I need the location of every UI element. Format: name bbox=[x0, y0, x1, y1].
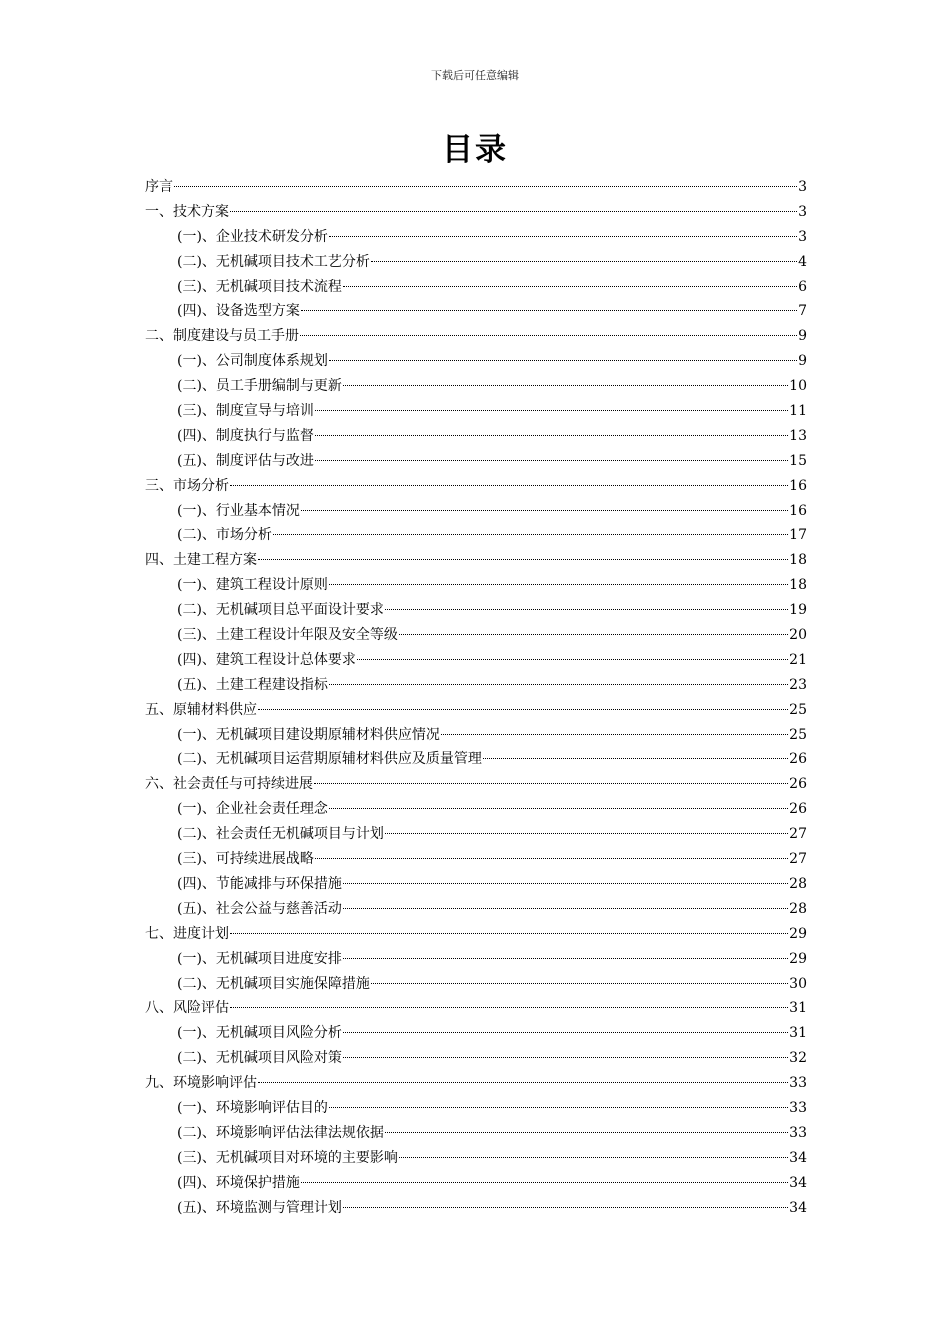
toc-entry-label: (四)、设备选型方案 bbox=[177, 303, 300, 320]
toc-entry-label: 一、技术方案 bbox=[145, 203, 229, 220]
toc-entry[interactable] bbox=[145, 1096, 807, 1121]
toc-entry-label: (一)、公司制度体系规划 bbox=[177, 353, 328, 370]
toc-entry-page: 18 bbox=[789, 577, 807, 594]
toc-entry-page: 9 bbox=[798, 353, 807, 370]
toc-entry-label: (一)、无机碱项目风险分析 bbox=[177, 1025, 342, 1042]
toc-entry-label: (二)、市场分析 bbox=[177, 527, 272, 544]
toc-entry[interactable] bbox=[145, 275, 807, 300]
toc-entry-label: 六、社会责任与可持续进展 bbox=[145, 776, 313, 793]
toc-entry[interactable] bbox=[145, 822, 807, 847]
toc-entry[interactable] bbox=[145, 723, 807, 748]
toc-entry-page: 29 bbox=[789, 950, 807, 967]
toc-entry-label: (四)、节能减排与环保措施 bbox=[177, 875, 342, 892]
toc-entry-label: (一)、建筑工程设计原则 bbox=[177, 577, 328, 594]
toc-entry[interactable] bbox=[145, 424, 807, 449]
toc-leader-dots bbox=[258, 709, 788, 710]
toc-entry-page: 26 bbox=[789, 801, 807, 818]
toc-entry-page: 3 bbox=[798, 228, 807, 245]
toc-entry-label: (四)、环境保护措施 bbox=[177, 1174, 300, 1191]
toc-entry-page: 33 bbox=[789, 1099, 807, 1116]
toc-entry-page: 9 bbox=[798, 328, 807, 345]
toc-entry[interactable] bbox=[145, 324, 807, 349]
toc-entry-label: 序言 bbox=[145, 179, 173, 195]
toc-leader-dots bbox=[230, 1007, 788, 1008]
toc-leader-dots bbox=[301, 510, 788, 511]
toc-entry-label: 九、环境影响评估 bbox=[145, 1075, 257, 1092]
toc-entry-page: 7 bbox=[798, 303, 807, 320]
toc-entry-label: (一)、无机碱项目进度安排 bbox=[177, 950, 342, 967]
toc-entry[interactable] bbox=[145, 1046, 807, 1071]
toc-entry-page: 17 bbox=[789, 527, 807, 544]
toc-entry-label: (四)、建筑工程设计总体要求 bbox=[177, 651, 356, 668]
toc-entry[interactable] bbox=[145, 747, 807, 772]
toc-entry[interactable] bbox=[145, 474, 807, 499]
toc-leader-dots bbox=[343, 1032, 788, 1033]
toc-entry-label: 四、土建工程方案 bbox=[145, 552, 257, 569]
toc-entry-page: 16 bbox=[789, 502, 807, 519]
toc-leader-dots bbox=[343, 286, 797, 287]
toc-entry-page: 34 bbox=[789, 1149, 807, 1166]
toc-entry[interactable] bbox=[145, 1146, 807, 1171]
toc-entry[interactable] bbox=[145, 598, 807, 623]
toc-entry[interactable] bbox=[145, 897, 807, 922]
toc-entry[interactable] bbox=[145, 797, 807, 822]
toc-entry[interactable] bbox=[145, 1071, 807, 1096]
toc-entry-page: 21 bbox=[789, 651, 807, 668]
toc-entry-page: 11 bbox=[789, 403, 807, 420]
toc-entry-page: 34 bbox=[789, 1174, 807, 1191]
toc-entry[interactable] bbox=[145, 673, 807, 698]
table-of-contents bbox=[145, 175, 807, 1220]
toc-entry-page: 13 bbox=[789, 427, 807, 444]
toc-entry-page: 30 bbox=[789, 975, 807, 992]
toc-leader-dots bbox=[300, 335, 797, 336]
toc-entry-page: 34 bbox=[789, 1199, 807, 1216]
toc-entry[interactable] bbox=[145, 1196, 807, 1221]
toc-leader-dots bbox=[329, 808, 788, 809]
toc-entry[interactable] bbox=[145, 374, 807, 399]
toc-entry[interactable] bbox=[145, 996, 807, 1021]
toc-entry[interactable] bbox=[145, 1171, 807, 1196]
toc-entry-label: (三)、无机碱项目技术流程 bbox=[177, 278, 342, 295]
toc-entry-label: (一)、无机碱项目建设期原辅材料供应情况 bbox=[177, 726, 440, 743]
toc-leader-dots bbox=[385, 1132, 788, 1133]
toc-entry-page: 28 bbox=[789, 900, 807, 917]
toc-leader-dots bbox=[343, 908, 788, 909]
toc-entry-page: 31 bbox=[789, 1000, 807, 1017]
toc-leader-dots bbox=[258, 1082, 788, 1083]
toc-entry[interactable] bbox=[145, 947, 807, 972]
toc-entry-label: 七、进度计划 bbox=[145, 925, 229, 942]
toc-title: 目录 bbox=[442, 132, 508, 168]
toc-leader-dots bbox=[385, 833, 788, 834]
toc-entry-label: (二)、员工手册编制与更新 bbox=[177, 378, 342, 395]
toc-entry-label: 五、原辅材料供应 bbox=[145, 701, 257, 718]
toc-entry-label: (一)、企业技术研发分析 bbox=[177, 228, 328, 245]
toc-entry-label: (二)、无机碱项目实施保障措施 bbox=[177, 975, 370, 992]
toc-leader-dots bbox=[314, 783, 788, 784]
toc-entry-label: 三、市场分析 bbox=[145, 477, 229, 494]
toc-entry[interactable] bbox=[145, 648, 807, 673]
toc-leader-dots bbox=[329, 584, 788, 585]
toc-entry-page: 15 bbox=[789, 452, 807, 469]
toc-leader-dots bbox=[343, 385, 788, 386]
toc-entry-label: (三)、制度宣导与培训 bbox=[177, 403, 314, 420]
toc-entry[interactable] bbox=[145, 623, 807, 648]
toc-leader-dots bbox=[329, 1107, 788, 1108]
toc-leader-dots bbox=[343, 1207, 788, 1208]
toc-entry[interactable] bbox=[145, 523, 807, 548]
toc-entry-page: 19 bbox=[789, 602, 807, 619]
toc-entry[interactable] bbox=[145, 872, 807, 897]
toc-entry-page: 3 bbox=[798, 179, 807, 195]
toc-entry[interactable] bbox=[145, 399, 807, 424]
toc-entry-label: (二)、无机碱项目总平面设计要求 bbox=[177, 602, 384, 619]
toc-entry-page: 23 bbox=[789, 676, 807, 693]
toc-entry-page: 10 bbox=[789, 378, 807, 395]
toc-leader-dots bbox=[343, 883, 788, 884]
toc-entry-label: (二)、无机碱项目风险对策 bbox=[177, 1050, 342, 1067]
toc-leader-dots bbox=[230, 211, 797, 212]
toc-leader-dots bbox=[315, 435, 788, 436]
toc-entry-page: 20 bbox=[789, 627, 807, 644]
toc-entry-page: 16 bbox=[789, 477, 807, 494]
toc-leader-dots bbox=[258, 559, 788, 560]
toc-entry[interactable] bbox=[145, 299, 807, 324]
toc-leader-dots bbox=[315, 858, 788, 859]
toc-leader-dots bbox=[273, 534, 788, 535]
toc-entry-label: (二)、无机碱项目技术工艺分析 bbox=[177, 253, 370, 270]
toc-leader-dots bbox=[230, 485, 788, 486]
toc-leader-dots bbox=[329, 360, 797, 361]
toc-entry-page: 6 bbox=[798, 278, 807, 295]
toc-leader-dots bbox=[329, 684, 788, 685]
toc-leader-dots bbox=[371, 983, 788, 984]
toc-entry[interactable] bbox=[145, 573, 807, 598]
toc-leader-dots bbox=[371, 261, 797, 262]
toc-leader-dots bbox=[399, 634, 788, 635]
toc-entry-label: (三)、土建工程设计年限及安全等级 bbox=[177, 627, 398, 644]
toc-entry-label: 二、制度建设与员工手册 bbox=[145, 328, 299, 345]
toc-entry-label: (三)、无机碱项目对环境的主要影响 bbox=[177, 1149, 398, 1166]
toc-entry-page: 29 bbox=[789, 925, 807, 942]
toc-entry-label: (一)、行业基本情况 bbox=[177, 502, 300, 519]
toc-entry[interactable] bbox=[145, 922, 807, 947]
toc-entry-label: (三)、可持续进展战略 bbox=[177, 851, 314, 868]
toc-entry-page: 4 bbox=[798, 253, 807, 270]
toc-entry[interactable] bbox=[145, 1021, 807, 1046]
toc-entry-label: (一)、企业社会责任理念 bbox=[177, 801, 328, 818]
toc-entry[interactable] bbox=[145, 349, 807, 374]
toc-leader-dots bbox=[343, 958, 788, 959]
toc-entry-page: 27 bbox=[789, 851, 807, 868]
toc-entry[interactable] bbox=[145, 1121, 807, 1146]
toc-entry[interactable] bbox=[145, 847, 807, 872]
toc-leader-dots bbox=[357, 659, 788, 660]
toc-entry-page: 28 bbox=[789, 875, 807, 892]
toc-leader-dots bbox=[329, 236, 797, 237]
toc-entry-page: 3 bbox=[798, 203, 807, 220]
toc-entry-page: 18 bbox=[789, 552, 807, 569]
toc-entry[interactable] bbox=[145, 250, 807, 275]
toc-entry-label: (一)、环境影响评估目的 bbox=[177, 1099, 328, 1116]
toc-entry-label: (五)、环境监测与管理计划 bbox=[177, 1199, 342, 1216]
toc-entry-page: 25 bbox=[789, 701, 807, 718]
header-note: 下载后可任意编辑 bbox=[431, 69, 519, 82]
toc-leader-dots bbox=[399, 1157, 788, 1158]
toc-entry-label: 八、风险评估 bbox=[145, 1000, 229, 1017]
toc-leader-dots bbox=[483, 758, 788, 759]
toc-entry-label: (二)、环境影响评估法律法规依据 bbox=[177, 1124, 384, 1141]
toc-entry-label: (二)、无机碱项目运营期原辅材料供应及质量管理 bbox=[177, 751, 482, 768]
toc-entry-page: 27 bbox=[789, 826, 807, 843]
toc-entry[interactable] bbox=[145, 499, 807, 524]
toc-entry-label: (四)、制度执行与监督 bbox=[177, 427, 314, 444]
toc-leader-dots bbox=[174, 186, 797, 187]
toc-entry[interactable] bbox=[145, 225, 807, 250]
toc-leader-dots bbox=[301, 310, 797, 311]
toc-entry[interactable] bbox=[145, 175, 807, 200]
toc-entry-label: (二)、社会责任无机碱项目与计划 bbox=[177, 826, 384, 843]
toc-entry-page: 31 bbox=[789, 1025, 807, 1042]
toc-leader-dots bbox=[301, 1182, 788, 1183]
toc-leader-dots bbox=[315, 410, 788, 411]
toc-leader-dots bbox=[315, 460, 788, 461]
toc-entry-page: 25 bbox=[789, 726, 807, 743]
toc-leader-dots bbox=[441, 734, 788, 735]
toc-entry-label: (五)、社会公益与慈善活动 bbox=[177, 900, 342, 917]
toc-entry-label: (五)、制度评估与改进 bbox=[177, 452, 314, 469]
toc-entry[interactable] bbox=[145, 548, 807, 573]
toc-entry[interactable] bbox=[145, 449, 807, 474]
toc-entry[interactable] bbox=[145, 772, 807, 797]
toc-leader-dots bbox=[230, 933, 788, 934]
toc-entry[interactable] bbox=[145, 200, 807, 225]
toc-entry[interactable] bbox=[145, 972, 807, 997]
toc-leader-dots bbox=[385, 609, 788, 610]
toc-entry-page: 32 bbox=[789, 1050, 807, 1067]
toc-entry-page: 33 bbox=[789, 1075, 807, 1092]
toc-leader-dots bbox=[343, 1057, 788, 1058]
toc-entry-page: 26 bbox=[789, 751, 807, 768]
toc-entry[interactable] bbox=[145, 698, 807, 723]
toc-entry-page: 33 bbox=[789, 1124, 807, 1141]
toc-entry-page: 26 bbox=[789, 776, 807, 793]
toc-entry-label: (五)、土建工程建设指标 bbox=[177, 676, 328, 693]
